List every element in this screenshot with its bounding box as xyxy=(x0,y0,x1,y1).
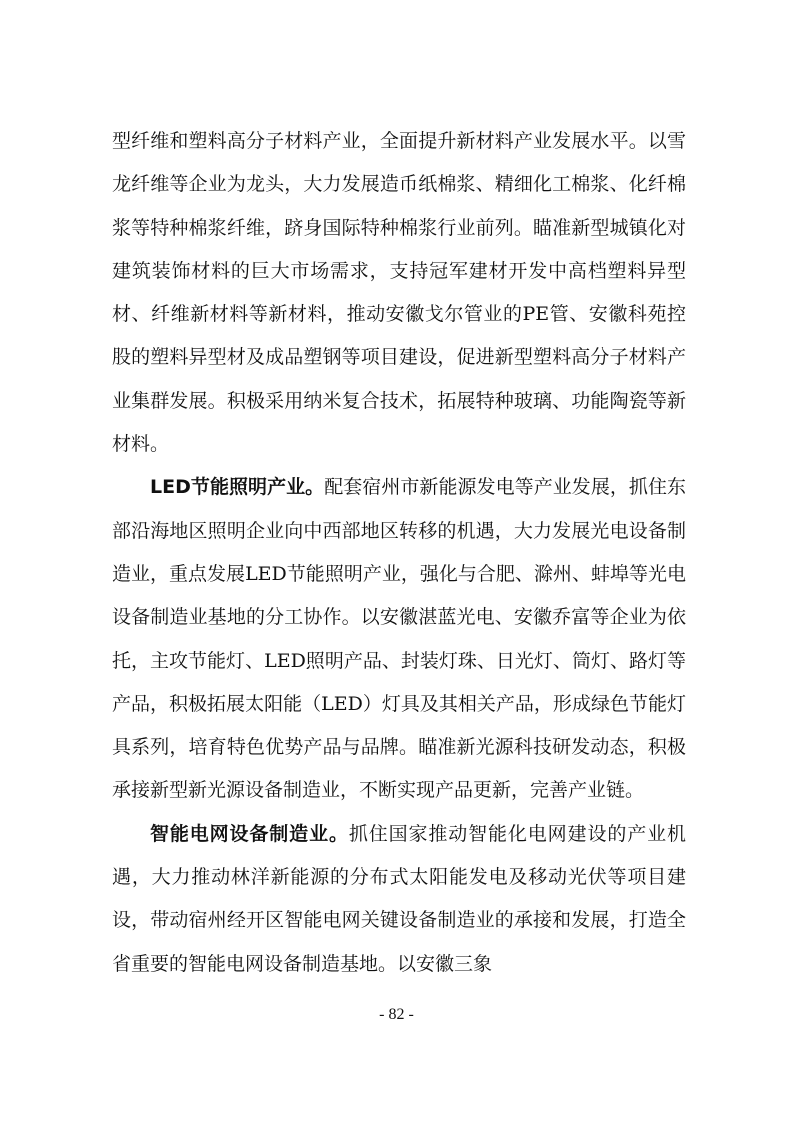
paragraph-heading: LED节能照明产业。 xyxy=(150,476,325,499)
paragraph-led-lighting xyxy=(112,466,686,812)
paragraph-new-materials-continued xyxy=(112,120,686,466)
paragraph-text: 抓住国家推动智能化电网建设的产业机遇，大力推动林洋新能源的分布式太阳能发电及移动光伏等项目建设，带动宿州经开区智能电网关键设备制造业的承接和发展，打造全省重要的智能电网设备制造基地。以安徽三象 xyxy=(112,822,686,975)
paragraph-heading: 智能电网设备制造业。 xyxy=(150,822,349,845)
paragraph-text: 配套宿州市新能源发电等产业发展，抓住东部沿海地区照明企业向中西部地区转移的机遇，大力发展光电设备制造业，重点发展LED节能照明产业，强化与合肥、滁州、蚌埠等光电设备制造业基地的分工协作。以安徽湛蓝光电、安徽乔富等企业为依托，主攻节能灯、LED照明产品、封装灯珠、日光灯、筒灯、路灯等产品，积极拓展太阳能（LED）灯具及其相关产品，形成绿色节能灯具系列，培育特色优势产品与品牌。瞄准新光源科技研发动态，积极承接新型新光源设备制造业，不断实现产品更新，完善产业链。 xyxy=(112,476,686,802)
paragraph-smart-grid xyxy=(112,813,686,986)
page-number: - 82 - xyxy=(379,1006,414,1023)
body-text xyxy=(112,120,686,986)
paragraph-text: 型纤维和塑料高分子材料产业，全面提升新材料产业发展水平。以雪龙纤维等企业为龙头，大力发展造币纸棉浆、精细化工棉浆、化纤棉浆等特种棉浆纤维，跻身国际特种棉浆行业前列。瞄准新型城镇化对建筑装饰材料的巨大市场需求，支持冠军建材开发中高档塑料异型材、纤维新材料等新材料，推动安徽戈尔管业的PE管、安徽科苑控股的塑料异型材及成品塑钢等项目建设，促进新型塑料高分子材料产业集群发展。积极采用纳米复合技术，拓展特种玻璃、功能陶瓷等新材料。 xyxy=(112,130,686,456)
